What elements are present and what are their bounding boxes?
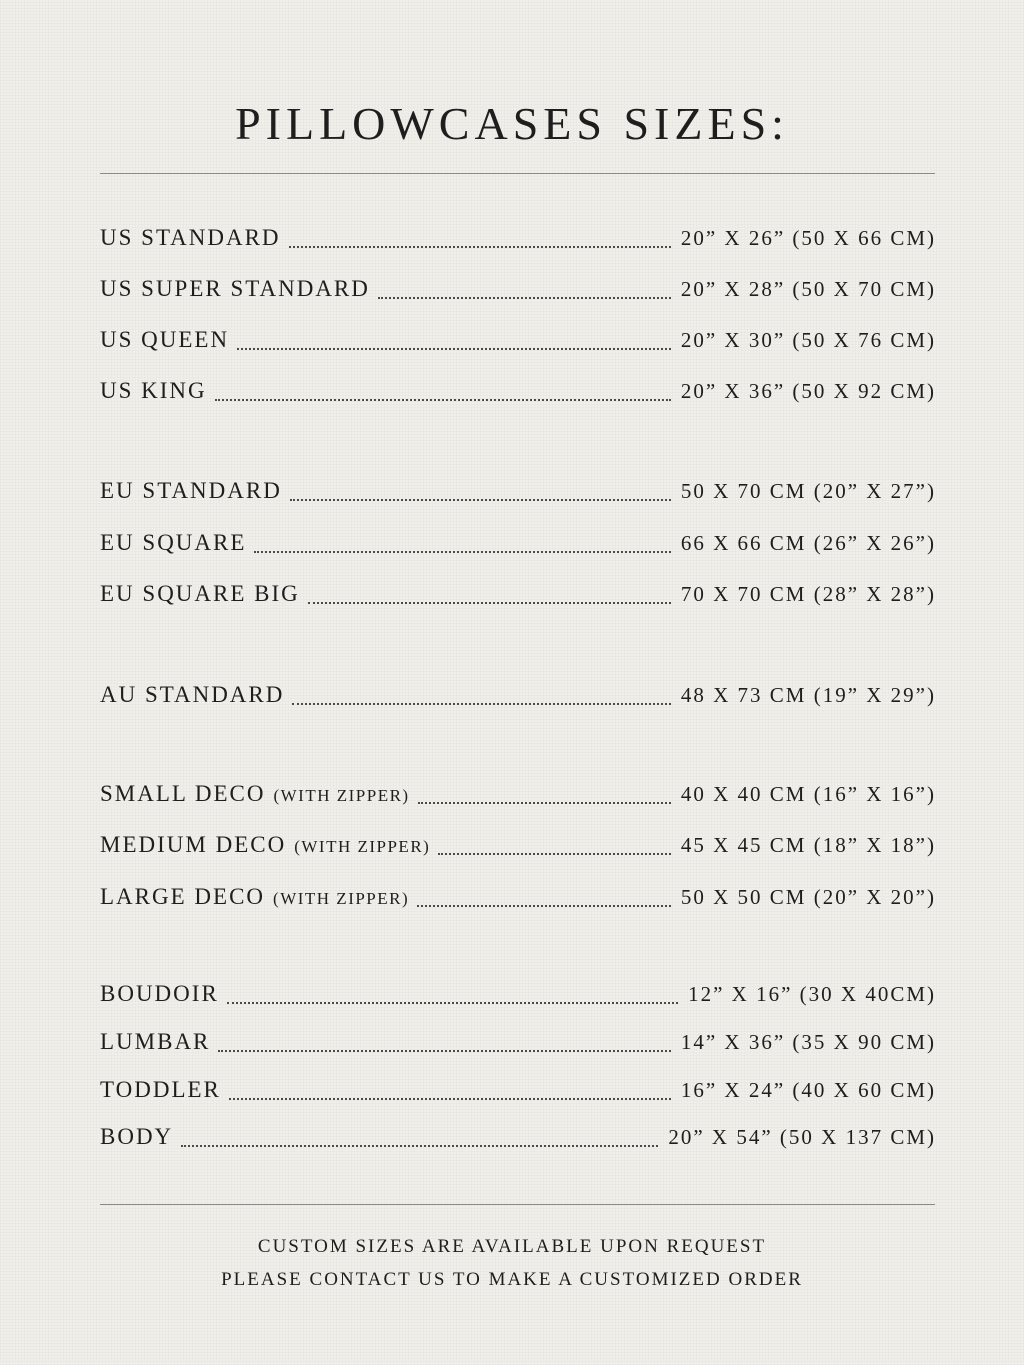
- size-value: 40 X 40 CM (16” X 16”): [680, 782, 936, 806]
- page-title: PILLOWCASES SIZES:: [235, 98, 789, 149]
- size-name: EU SQUARE: [100, 530, 247, 555]
- size-value: 48 X 73 CM (19” X 29”): [680, 683, 936, 707]
- dot-leader: [290, 498, 671, 501]
- footer-contact-note: PLEASE CONTACT US TO MAKE A CUSTOMIZED ORDER: [221, 1269, 803, 1290]
- bottom-divider: [100, 1204, 935, 1205]
- size-value: 20” X 28” (50 X 70 CM): [680, 277, 936, 301]
- dot-leader: [227, 1001, 678, 1004]
- top-divider: [100, 173, 935, 174]
- size-row-lumbar: [100, 1029, 936, 1061]
- dot-leader: [181, 1144, 658, 1147]
- dot-leader: [308, 601, 671, 604]
- dot-leader: [237, 347, 671, 350]
- size-value: 20” X 36” (50 X 92 CM): [680, 379, 936, 403]
- size-row-small-deco: [100, 781, 936, 813]
- size-value: 20” X 26” (50 X 66 CM): [680, 226, 936, 250]
- size-note: (WITH ZIPPER): [273, 786, 410, 805]
- size-row-us-super-standard: [100, 276, 936, 308]
- dot-leader: [215, 398, 671, 401]
- size-note: (WITH ZIPPER): [273, 889, 410, 908]
- size-value: 70 X 70 CM (28” X 28”): [680, 582, 936, 606]
- size-name: BOUDOIR: [100, 981, 219, 1006]
- dot-leader: [438, 852, 671, 855]
- size-name: EU SQUARE BIG: [100, 581, 300, 606]
- size-name: TODDLER: [100, 1077, 221, 1102]
- dot-leader: [292, 702, 671, 705]
- size-row-toddler: [100, 1077, 936, 1109]
- size-name: US SUPER STANDARD: [100, 276, 370, 301]
- size-name: EU STANDARD: [100, 478, 282, 503]
- size-value: 14” X 36” (35 X 90 CM): [680, 1030, 936, 1054]
- size-row-us-queen: [100, 327, 936, 359]
- size-row-eu-square: [100, 530, 936, 562]
- dot-leader: [254, 550, 670, 553]
- size-row-medium-deco: [100, 832, 936, 864]
- size-value: 12” X 16” (30 X 40CM): [688, 982, 936, 1006]
- dot-leader: [418, 801, 671, 804]
- size-value: 50 X 50 CM (20” X 20”): [680, 885, 936, 909]
- dot-leader: [417, 904, 671, 907]
- size-name: AU STANDARD: [100, 682, 285, 707]
- size-value: 20” X 54” (50 X 137 CM): [668, 1125, 936, 1149]
- size-name: LARGE DECO: [100, 884, 266, 909]
- size-note: (WITH ZIPPER): [294, 837, 431, 856]
- size-row-boudoir: [100, 981, 936, 1013]
- size-name: US KING: [100, 378, 207, 403]
- size-name: BODY: [100, 1124, 174, 1149]
- size-value: 50 X 70 CM (20” X 27”): [680, 479, 936, 503]
- size-name: MEDIUM DECO: [100, 832, 287, 857]
- size-row-us-king: [100, 378, 936, 410]
- dot-leader: [289, 245, 671, 248]
- size-row-eu-standard: [100, 478, 936, 510]
- size-name: US QUEEN: [100, 327, 230, 352]
- size-value: 66 X 66 CM (26” X 26”): [680, 531, 936, 555]
- size-row-us-standard: [100, 225, 936, 257]
- size-name: LUMBAR: [100, 1029, 211, 1054]
- size-row-large-deco: [100, 884, 936, 916]
- size-row-eu-square-big: [100, 581, 936, 613]
- dot-leader: [378, 296, 671, 299]
- size-value: 16” X 24” (40 X 60 CM): [680, 1078, 936, 1102]
- size-value: 45 X 45 CM (18” X 18”): [680, 833, 936, 857]
- size-row-body: [100, 1124, 936, 1156]
- size-name: SMALL DECO: [100, 781, 266, 806]
- size-name: US STANDARD: [100, 225, 281, 250]
- footer-custom-sizes: CUSTOM SIZES ARE AVAILABLE UPON REQUEST: [257, 1236, 767, 1257]
- dot-leader: [218, 1049, 670, 1052]
- dot-leader: [229, 1097, 671, 1100]
- size-row-au-standard: [100, 682, 936, 714]
- size-value: 20” X 30” (50 X 76 CM): [680, 328, 936, 352]
